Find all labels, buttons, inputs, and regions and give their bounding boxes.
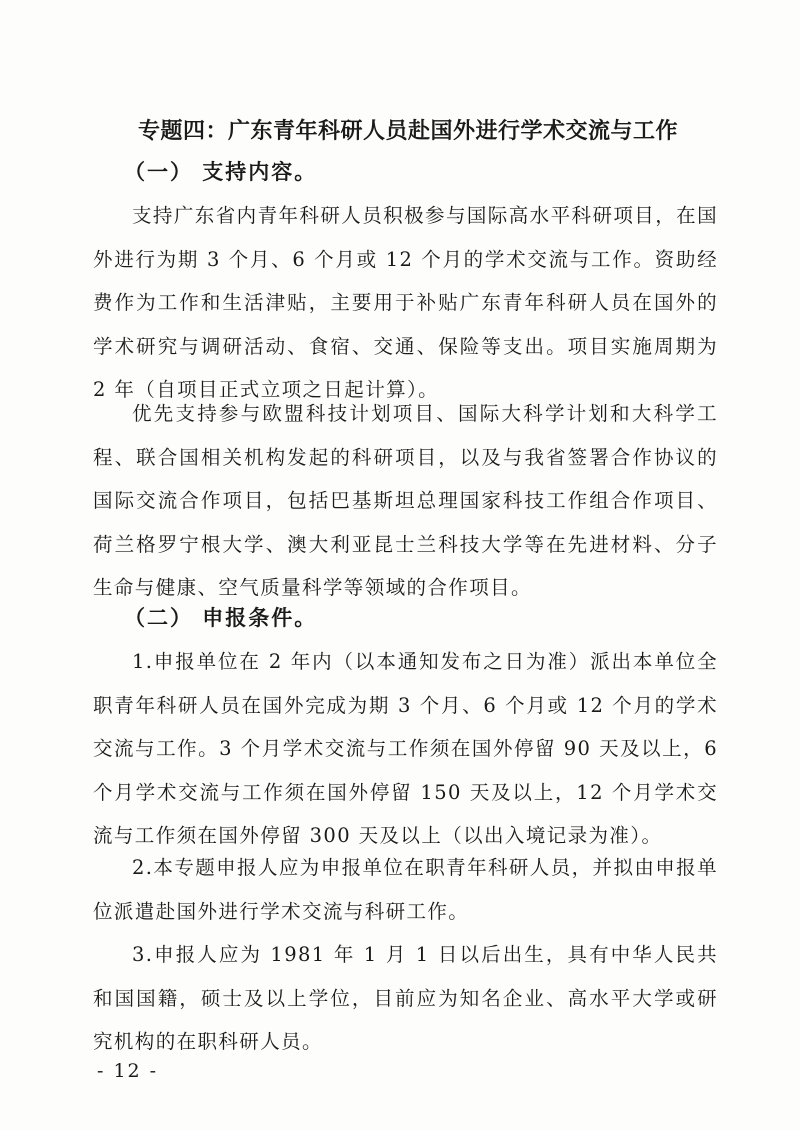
document-title: 专题四：广东青年科研人员赴国外进行学术交流与工作 bbox=[138, 119, 679, 144]
paragraph-condition-1: 1.申报单位在 2 年内（以本通知发布之日为准）派出本单位全职青年科研人员在国外完成为期 3 个月、6 个月或 12 个月的学术交流与工作。3 个月学术交流与工作须在国外停留 90 天及以上，6 个月学术交流与工作须在国外停留 150 天及以上，12 个月学术交流与工作须在国外停留 300 天及以上（以出入境记录为准）。 bbox=[93, 650, 718, 848]
paragraph-support-scope: 支持广东省内青年科研人员积极参与国际高水平科研项目，在国外进行为期 3 个月、6 个月或 12 个月的学术交流与工作。资助经费作为工作和生活津贴，主要用于补贴广东青年科研人员在国外的学术研究与调研活动、食宿、交通、保险等支出。项目实施周期为 2 年（自项目正式立项之日起计算）。 bbox=[93, 204, 718, 402]
paragraph-priority-support: 优先支持参与欧盟科技计划项目、国际大科学计划和大科学工程、联合国相关机构发起的科研项目，以及与我省签署合作协议的国际交流合作项目，包括巴基斯坦总理国家科技工作组合作项目、荷兰格罗宁根大学、澳大利亚昆士兰科技大学等在先进材料、分子生命与健康、空气质量科学等领域的合作项目。 bbox=[93, 402, 718, 600]
page-number: - 12 - bbox=[97, 1060, 159, 1082]
section-heading-support-content: （一） 支持内容。 bbox=[124, 160, 318, 184]
section-heading-application-conditions: （二） 申报条件。 bbox=[124, 606, 318, 630]
paragraph-condition-3: 3.申报人应为 1981 年 1 月 1 日以后出生，具有中华人民共和国国籍，硕士及以上学位，目前应为知名企业、高水平大学或研究机构的在职科研人员。 bbox=[93, 943, 718, 1054]
paragraph-condition-2: 2.本专题申报人应为申报单位在职青年科研人员，并拟由申报单位派遣赴国外进行学术交流与科研工作。 bbox=[93, 856, 718, 923]
